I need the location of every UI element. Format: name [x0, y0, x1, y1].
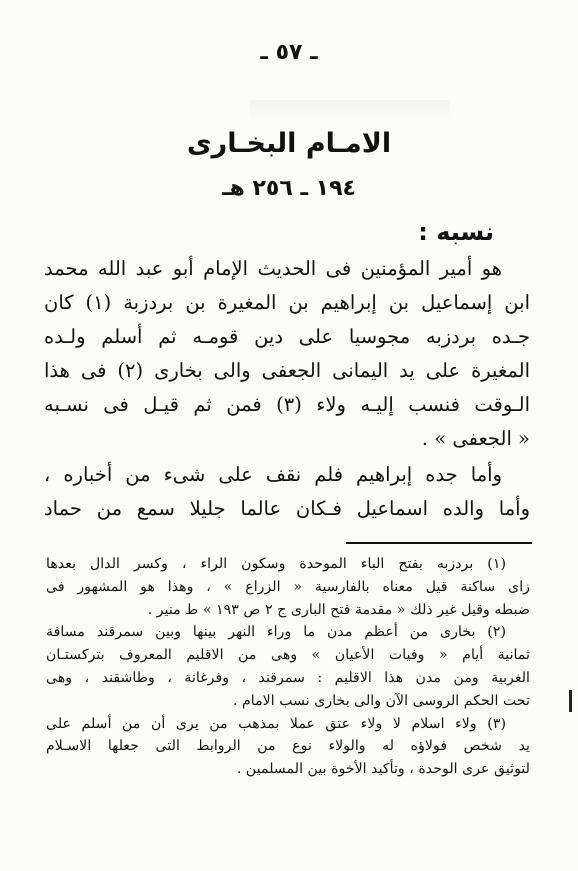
footnote-line: تحت الحكم الروسى الآن والى بخارى نسب الامام . [232, 692, 530, 709]
footnote-line: زاى ساكنة قيل معناه بالفارسية « الزراع » ، وهذا هو المشهور فى [46, 578, 530, 595]
footnote-line: الغربية ومن مدن هذا الاقليم : سمرقند ، وفرغانة ، وطاشقند ، وهى [46, 669, 530, 686]
text-line: هو أمير المؤمنين فى الحديث الإمام أبو عبد الله محمد [44, 257, 502, 280]
chapter-title: الامـام البخـارى [186, 128, 392, 159]
text-line: الـوقت فنسب إليـه ولاء (٣) فمن ثم قيـل فى نسـبه [44, 393, 530, 416]
footnotes [46, 553, 530, 781]
text-line: جـده بردزبه مجوسيا على دين قومـه ثم أسلم ولـده [44, 325, 530, 348]
birth-death-dates: ١٩٤ ـ ٢٥٦ هـ [222, 176, 356, 201]
page-number: ـ ٥٧ ـ [260, 40, 318, 65]
text-line: « الجعفى » . [421, 427, 530, 450]
text-line: المغيرة على يد اليمانى الجعفى والى بخارى (٢) فى هذا [44, 359, 530, 382]
text-line: وأما جده إبراهيم فلم نقف على شىء من أخباره ، [44, 463, 502, 486]
scan-edge-mark [569, 690, 572, 712]
paragraph-family [44, 458, 530, 526]
footnote-line: ضبطه وقيل غير ذلك « مقدمة فتح البارى ج ٢ ص ١٩٣ » ط منير . [147, 601, 530, 618]
footnote-divider [346, 542, 532, 544]
footnote-line: (٢) بخارى من أعظم مدن ما وراء النهر بينها وبين سمرقند مسافة [46, 624, 506, 641]
footnote-line: لتوثيق عرى الوحدة ، وتأكيد الأخوة بين المسلمين . [236, 761, 530, 778]
footnote-line: يد شخص فولاؤه له والولاء نوع من الروابط التى جعلها الاسـلام [46, 738, 530, 755]
section-heading: نسبه : [418, 218, 494, 246]
footnote-line: (١) بردزبه بفتح الباء الموحدة وسكون الراء ، وكسر الدال بعدها [46, 556, 506, 572]
scan-shadow [250, 100, 450, 120]
paragraph-lineage [44, 252, 530, 456]
footnote-line: (٣) ولاء اسلام لا ولاء عتق عملا بمذهب من يرى أن من أسلم على [46, 715, 506, 732]
footnote-line: ثمانية أيام « وفيات الأعيان » وهى من الاقليم المعروف بتركستـان [46, 647, 530, 664]
text-line: ابن إسماعيل بن إبراهيم بن المغيرة بن بردزبة (١) كان [44, 291, 530, 314]
text-line: وأما والده اسماعيل فـكان عالما جليلا سمع من حماد [44, 497, 530, 520]
